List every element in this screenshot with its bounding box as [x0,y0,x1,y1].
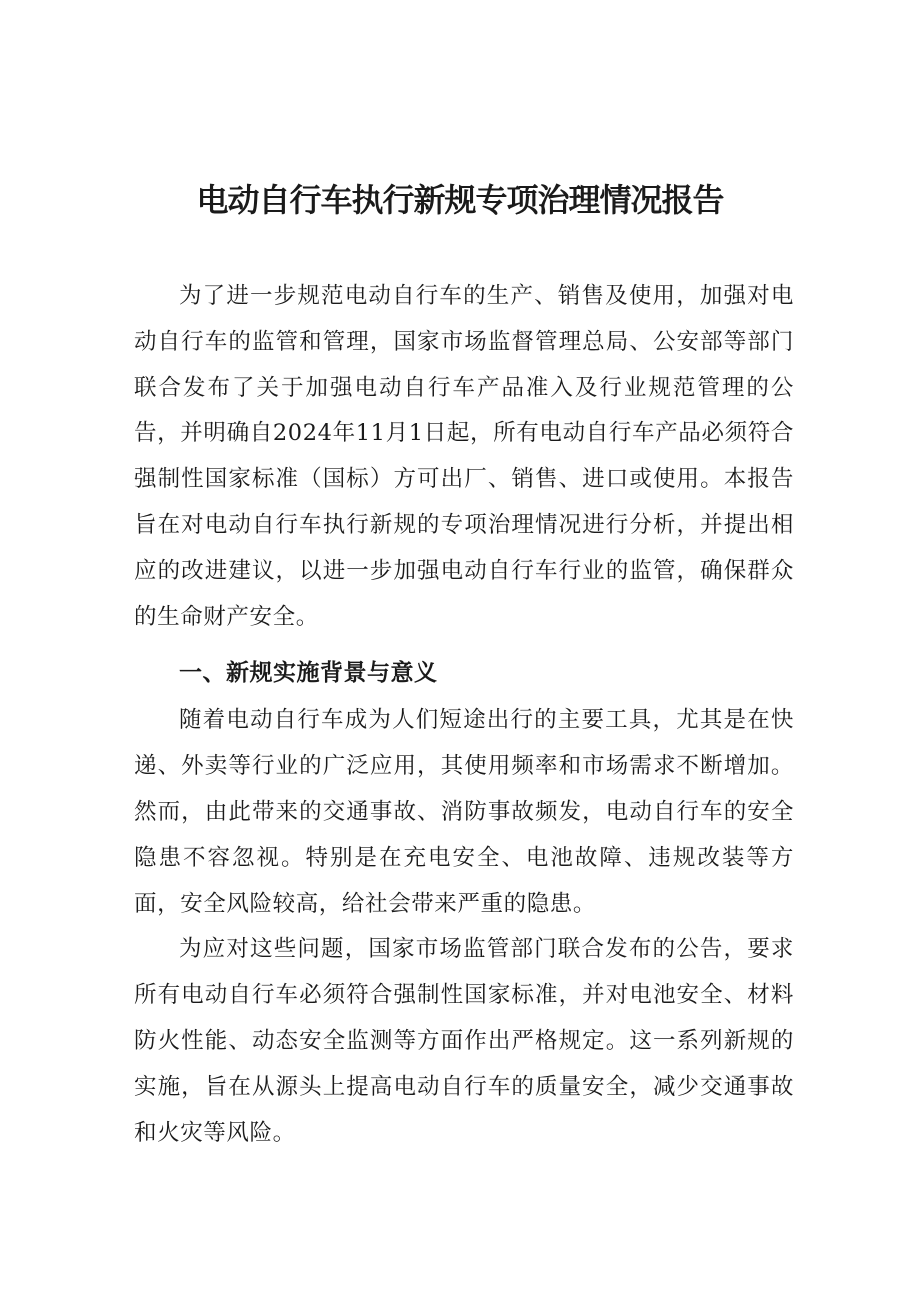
intro-paragraph: 为了进一步规范电动自行车的生产、销售及使用，加强对电动自行车的监管和管理，国家市场监督管理总局、公安部等部门联合发布了关于加强电动自行车产品准入及行业规范管理的公告，并明确自2024年11月1日起，所有电动自行车产品必须符合强制性国家标准（国标）方可出厂、销售、进口或使用。本报告旨在对电动自行车执行新规的专项治理情况进行分析，并提出相应的改进建议，以进一步加强电动自行车行业的监管，确保群众的生命财产安全。 [134,283,794,630]
document-body [134,274,794,1156]
document-title: 电动自行车执行新规专项治理情况报告 [196,181,724,219]
body-paragraph: 为应对这些问题，国家市场监管部门联合发布的公告，要求所有电动自行车必须符合强制性国家标准，并对电池安全、材料防火性能、动态安全监测等方面作出严格规定。这一系列新规的实施，旨在从源头上提高电动自行车的质量安全，减少交通事故和火灾等风险。 [134,936,794,1146]
section-heading: 一、新规实施背景与意义 [179,660,438,687]
body-paragraph: 随着电动自行车成为人们短途出行的主要工具，尤其是在快递、外卖等行业的广泛应用，其使用频率和市场需求不断增加。然而，由此带来的交通事故、消防事故频发，电动自行车的安全隐患不容忽视。特别是在充电安全、电池故障、违规改装等方面，安全风险较高，给社会带来严重的隐患。 [134,707,794,917]
